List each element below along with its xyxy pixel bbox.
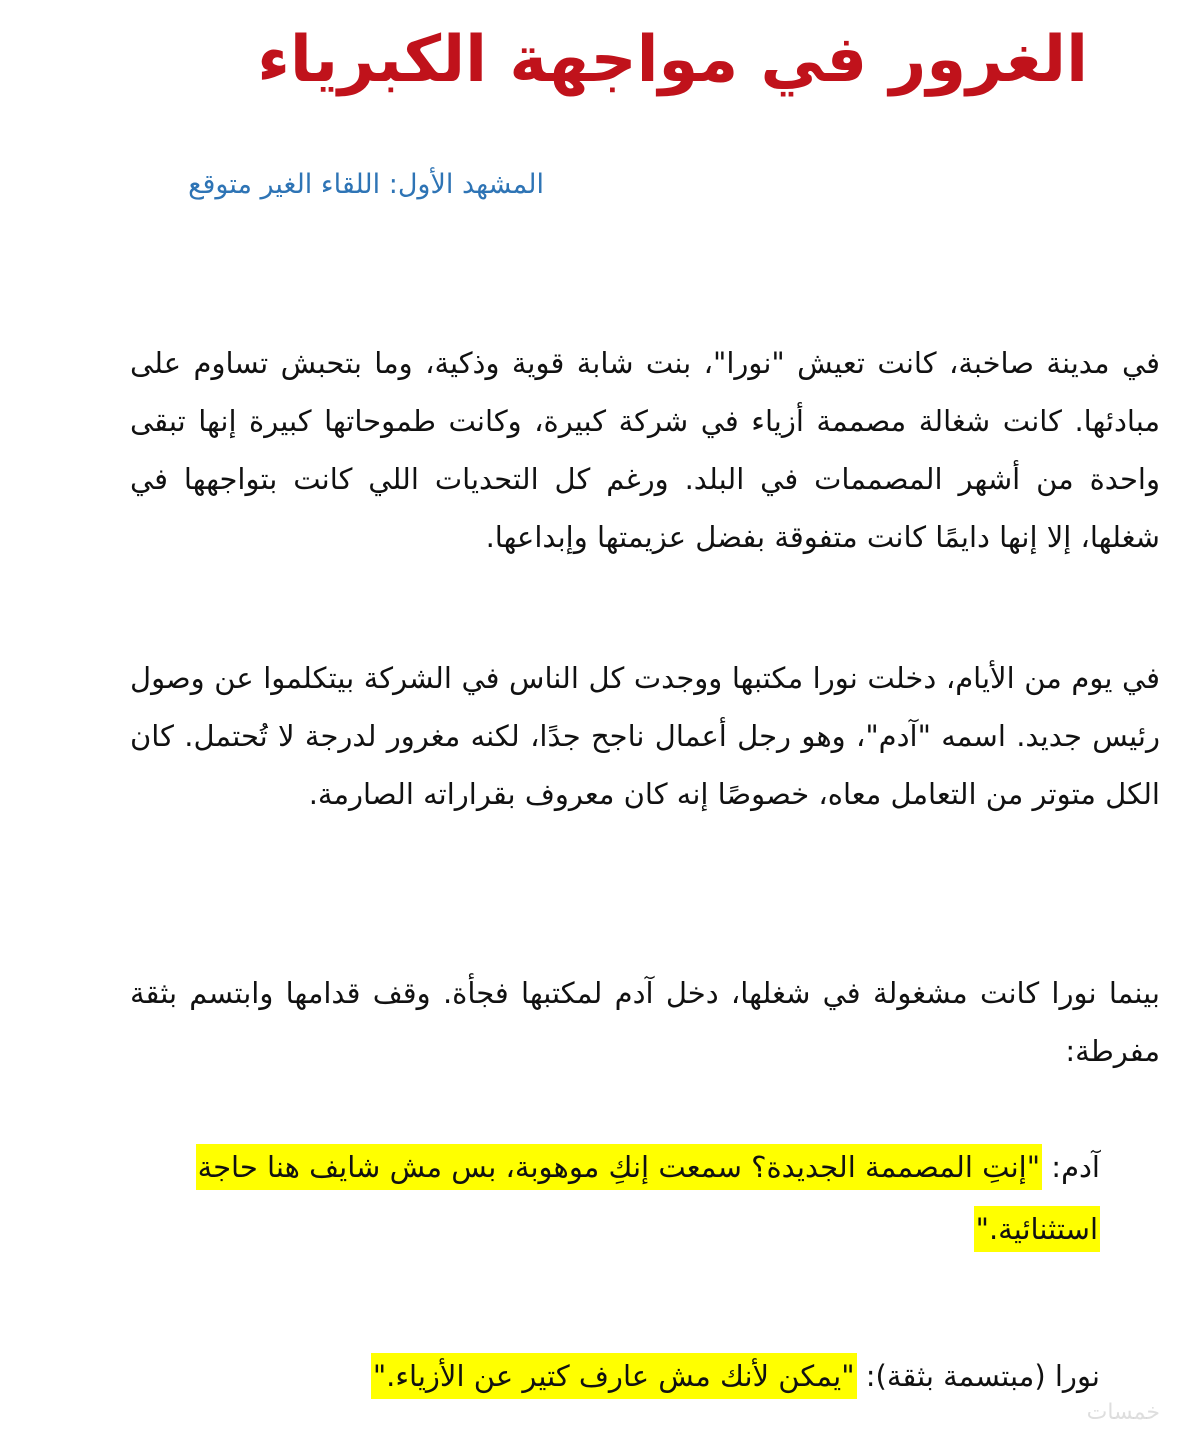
- watermark: خمسات: [1086, 1400, 1160, 1425]
- document-title: الغرور في مواجهة الكبرياء: [257, 23, 1088, 97]
- scene-heading: المشهد الأول: اللقاء الغير متوقع: [188, 169, 544, 200]
- paragraph-3: بينما نورا كانت مشغولة في شغلها، دخل آدم لمكتبها فجأة. وقف قدامها وابتسم بثقة مفرطة:: [130, 976, 1160, 1068]
- highlighted-quote: "يمكن لأنك مش عارف كتير عن الأزياء.": [371, 1353, 857, 1399]
- dialogue-line-adam: [110, 1136, 1100, 1260]
- dialogue-line-noura: [110, 1345, 1100, 1407]
- paragraph-2: في يوم من الأيام، دخلت نورا مكتبها ووجدت كل الناس في الشركة بيتكلموا عن وصول رئيس جديد. اسمه "آدم"، وهو رجل أعمال ناجح جدًا، لكنه مغرور لدرجة لا تُحتمل. كان الكل متوتر من التعامل معاه، خصوصًا إنه كان معروف بقراراته الصارمة.: [130, 661, 1160, 811]
- speaker-label: آدم:: [1051, 1150, 1100, 1184]
- speaker-label: نورا (مبتسمة بثقة):: [865, 1359, 1100, 1393]
- paragraph-1: في مدينة صاخبة، كانت تعيش "نورا"، بنت شابة قوية وذكية، وما بتحبش تساوم على مبادئها. كانت شغالة مصممة أزياء في شركة كبيرة، وكانت طموحاتها كبيرة إنها تبقى واحدة من أشهر المصممات في البلد. ورغم كل التحديات اللي كانت بتواجهها في شغلها، إلا إنها دايمًا كانت متفوقة بفضل عزيمتها وإبداعها.: [130, 346, 1160, 554]
- highlighted-quote: "إنتِ المصممة الجديدة؟ سمعت إنكِ موهوبة، بس مش شايف هنا حاجة استثنائية.": [196, 1144, 1100, 1252]
